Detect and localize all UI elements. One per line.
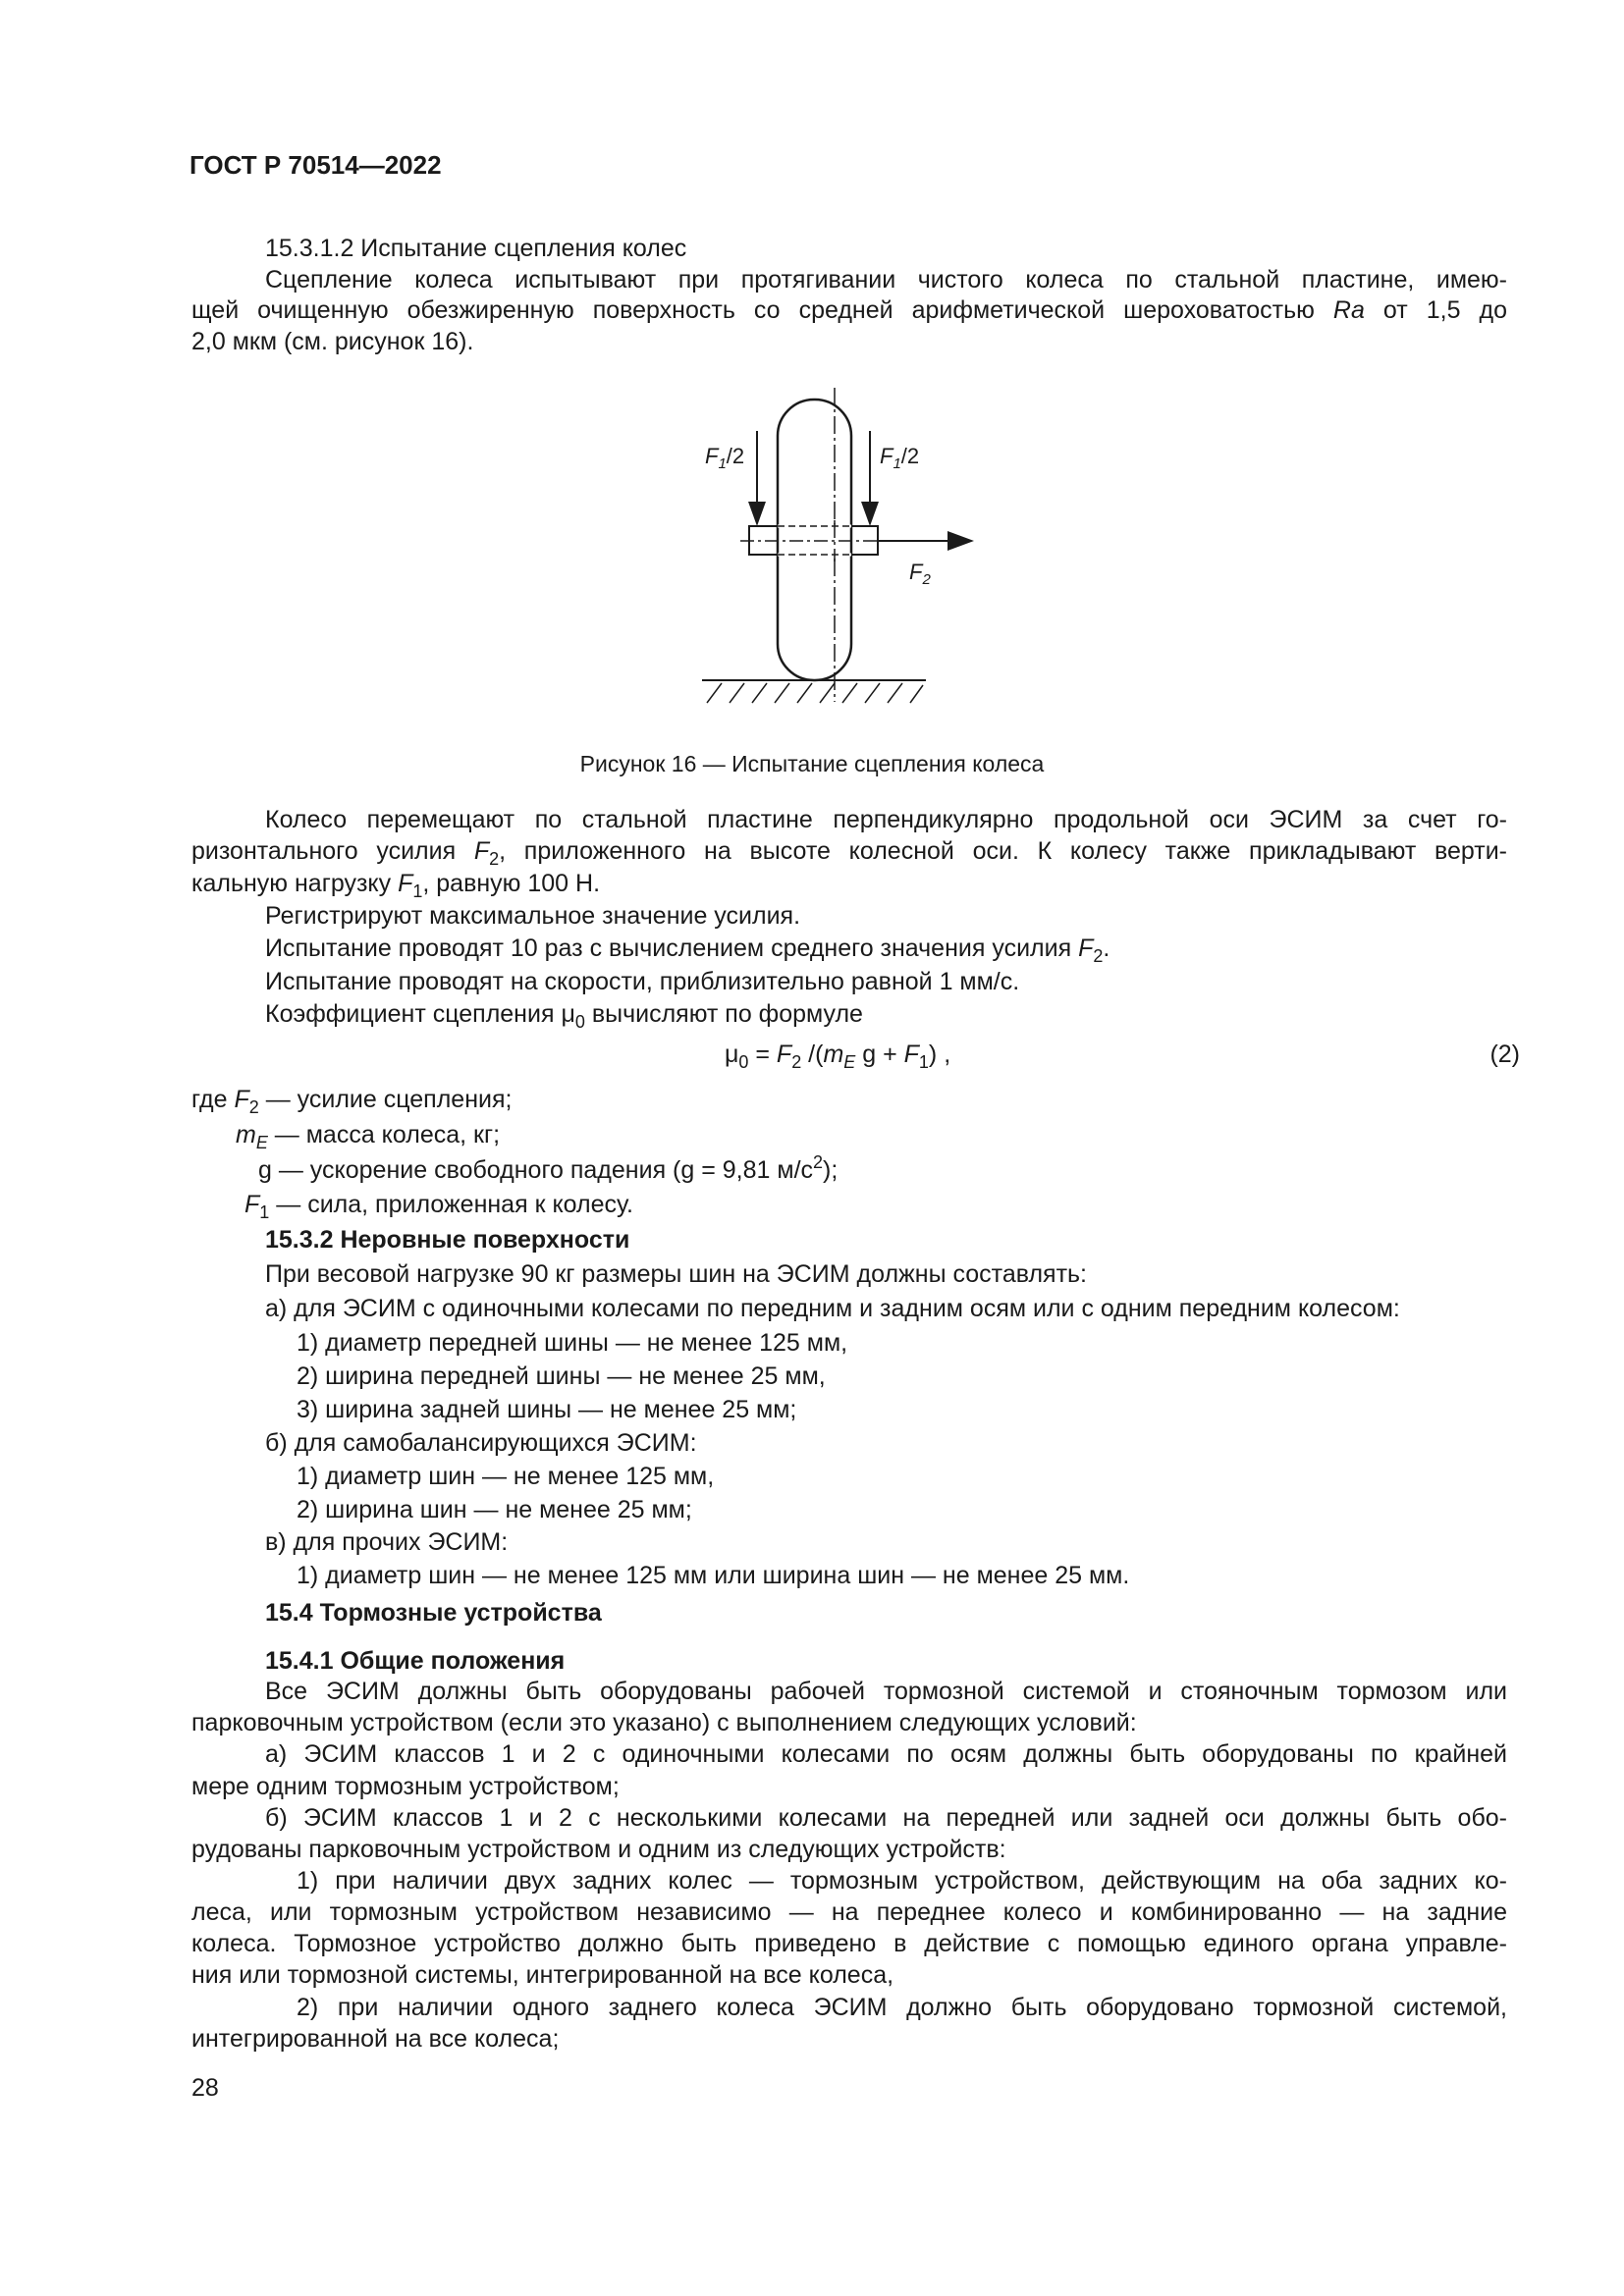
paragraph-line: леса, или тормозным устройством независимо — на переднее колесо и комбинированно — на задние <box>191 1898 1507 1926</box>
wheel-diagram-svg <box>687 373 1021 717</box>
paragraph-line: а) ЭСИМ классов 1 и 2 с одиночными колесами по осям должны быть оборудованы по крайней <box>265 1740 1507 1768</box>
text-span: от 1,5 до <box>1382 296 1507 324</box>
figure-caption: Рисунок 16 — Испытание сцепления колеса <box>579 751 1045 776</box>
list-item: 2) ширина передней шины — не менее 25 мм, <box>297 1362 826 1390</box>
paragraph-line: Сцепление колеса испытывают при протягивании чистого колеса по стальной пластине, имею- <box>265 266 1507 294</box>
where-item-f1: $F_1$ — сила, приложенная к колесу. <box>244 1191 633 1222</box>
ground-hatching <box>707 683 923 703</box>
paragraph-line: б) ЭСИМ классов 1 и 2 с несколькими колесами на передней или задней оси должны быть обо- <box>265 1804 1507 1832</box>
paragraph-line: 2) при наличии одного заднего колеса ЭСИМ должно быть оборудовано тормозной системой, <box>297 1994 1507 2021</box>
paragraph-line <box>191 295 1507 325</box>
list-item: 3) ширина задней шины — не менее 25 мм; <box>297 1396 797 1423</box>
paragraph-line: Коэффициент сцепления $\mu_0$ вычисляют по формуле <box>265 1000 863 1032</box>
paragraph-line: 2,0 мкм (см. рисунок 16). <box>191 328 474 355</box>
paragraph-line: интегрированной на все колеса; <box>191 2025 560 2053</box>
section-15-4-1-title: 15.4.1 Общие положения <box>265 1647 566 1675</box>
list-item: 1) диаметр шин — не менее 125 мм, <box>297 1463 715 1490</box>
section-15-4-title: 15.4 Тормозные устройства <box>265 1599 602 1627</box>
paragraph-line: колеса. Тормозное устройство должно быть приведено в действие с помощью единого органа управле- <box>191 1930 1507 1957</box>
paragraph-line: Испытание проводят 10 раз с вычислением среднего значения усилия $F_2$. <box>265 934 1110 966</box>
list-item: 2) ширина шин — не менее 25 мм; <box>297 1496 692 1523</box>
paragraph-line: Все ЭСИМ должны быть оборудованы рабочей тормозной системой и стояночным тормозом или <box>265 1678 1507 1705</box>
page-number: 28 <box>191 2074 219 2102</box>
paragraph-line: кальную нагрузку $F_1$, равную 100 Н. <box>191 870 601 901</box>
section-15-3-1-2-title: 15.3.1.2 Испытание сцепления колес <box>265 235 687 262</box>
list-item: 1) диаметр передней шины — не менее 125 мм, <box>297 1329 848 1357</box>
paragraph-line: парковочным устройством (если это указано) с выполнением следующих условий: <box>191 1709 1137 1736</box>
label-f1-half-left: $F_1/2$ <box>705 444 745 472</box>
list-intro: При весовой нагрузке 90 кг размеры шин на ЭСИМ должны составлять: <box>265 1260 1087 1288</box>
paragraph-line: Испытание проводят на скорости, приблизительно равной 1 мм/с. <box>265 968 1020 995</box>
label-f1-half-right: $F_1/2$ <box>880 444 920 472</box>
paragraph-line: ризонтального усилия $F_2$, приложенного на высоте колесной оси. К колесу также прикладывают верти- <box>191 837 1507 869</box>
paragraph-line: рудованы парковочным устройством и одним из следующих устройств: <box>191 1836 1006 1863</box>
paragraph-line: Колесо перемещают по стальной пластине перпендикулярно продольной оси ЭСИМ за счет го- <box>265 806 1507 833</box>
where-item-me: $m_E$ — масса колеса, кг; <box>236 1121 501 1152</box>
figure-16-wheel-adhesion-diagram <box>687 373 1021 717</box>
variable-ra: Ra <box>1332 296 1365 324</box>
section-15-3-2-title: 15.3.2 Неровные поверхности <box>265 1226 630 1254</box>
text-span: щей очищенную обезжиренную поверхность со средней арифметической шероховатостью <box>191 296 1315 324</box>
formula-adhesion-coefficient: $\mu_0 = F_2$ $/(m_E$ $g + F_1$) , <box>725 1041 951 1072</box>
where-item-g: g — ускорение свободного падения (g = 9,81 $м/с^2$); <box>258 1152 839 1184</box>
document-standard-id: ГОСТ Р 70514—2022 <box>189 150 442 180</box>
paragraph-line: 1) при наличии двух задних колес — тормозным устройством, действующим на оба задних ко- <box>297 1867 1507 1895</box>
paragraph-line: Регистрируют максимальное значение усилия. <box>265 902 801 930</box>
list-item: б) для самобалансирующихся ЭСИМ: <box>265 1429 697 1457</box>
equation-number: (2) <box>1489 1041 1520 1068</box>
paragraph-line: ния или тормозной системы, интегрированной на все колеса, <box>191 1961 894 1989</box>
paragraph-line: мере одним тормозным устройством; <box>191 1773 620 1800</box>
list-item: а) для ЭСИМ с одиночными колесами по передним и задним осям или с одним передним колесом: <box>265 1295 1400 1322</box>
list-item: 1) диаметр шин — не менее 125 мм или ширина шин — не менее 25 мм. <box>297 1562 1130 1589</box>
label-f2: $F_2$ <box>909 560 931 588</box>
list-item: в) для прочих ЭСИМ: <box>265 1528 509 1556</box>
where-item-f2: где $F_2$ — усилие сцепления; <box>191 1086 513 1117</box>
